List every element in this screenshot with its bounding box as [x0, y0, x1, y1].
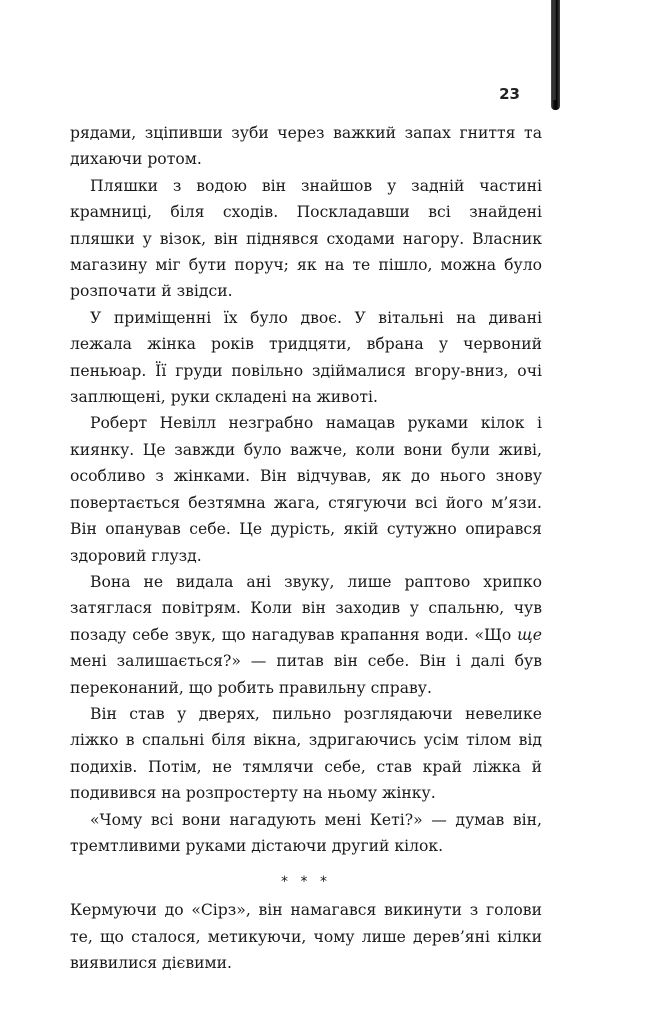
body-text [70, 120, 542, 977]
paragraph-1: рядами, зціпивши зуби через важкий запах гниття та дихаючи ротом. [70, 124, 542, 169]
paragraph-5-emphasis: ще [517, 625, 542, 644]
section-separator: * * * [281, 874, 331, 891]
paragraph-5 [70, 569, 542, 701]
paragraph-4: Роберт Невілл незграбно намацав руками кілок і киянку. Це завжди було важче, коли вони були живі, особливо з жінками. Він відчував, як до нього знову повертається безтямна жага, стягуючи всі його м’язи. Він опанував себе. Це дурість, якій сутужно опирався здоровий глузд. [70, 414, 542, 565]
section-paragraph: Кермуючи до «Сірз», він намагався викинути з голови те, що сталося, метикуючи, чому лише дерев’яні кілки виявилися дієвими. [70, 901, 542, 973]
paragraph-6: Він став у дверях, пильно розглядаючи невелике ліжко в спальні біля вікна, здригаючись усім тілом від подихів. Потім, не тямлячи себе, став край ліжка й подивився на розпростерту на ньому жінку. [70, 704, 542, 803]
paragraph-5-part-1: Вона не видала ані звуку, лише раптово хрипко затяглася повітрям. Коли він заходив у спальню, чув позаду себе звук, що нагадував крапання води. «Що [70, 572, 542, 644]
paragraph-3: У приміщенні їх було двоє. У вітальні на дивані лежала жінка років тридцяти, вбрана у червоний пеньюар. Її груди повільно здіймалися вгору-вниз, очі заплющені, руки складені на животі. [70, 308, 542, 407]
paragraph-2: Пляшки з водою він знайшов у задній частині крамниці, біля сходів. Поскладавши всі знайдені пляшки у візок, він піднявся сходами нагору. Власник магазину міг бути поруч; як на те пішло, можна було розпочати й звідси. [70, 176, 542, 301]
page-number: 23 [499, 85, 520, 103]
paragraph-5-part-2: мені залишається?» — питав він себе. Він і далі був переконаний, що робить правильну справу. [70, 652, 542, 697]
paragraph-7: «Чому всі вони нагадують мені Кеті?» — думав він, тремтливими руками дістаючи другий кілок. [70, 810, 542, 855]
page-edge-tab [551, 0, 560, 110]
